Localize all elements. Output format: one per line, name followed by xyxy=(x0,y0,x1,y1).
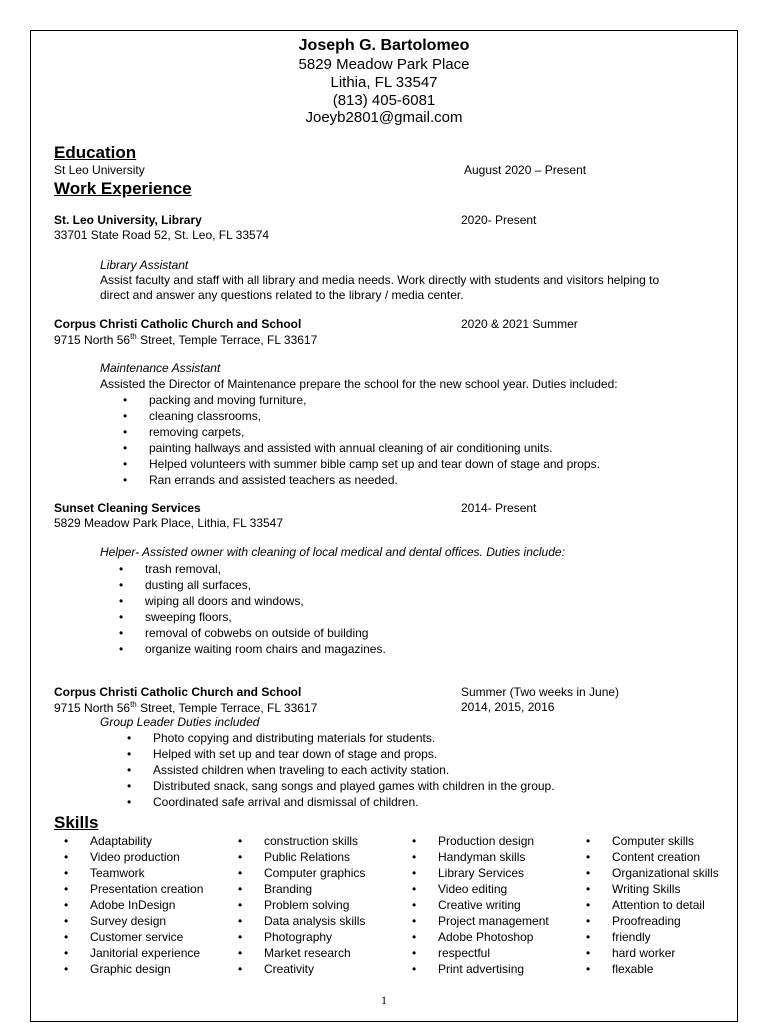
job-employer: St. Leo University, Library xyxy=(54,213,202,227)
job-description: direct and answer any questions related to the library / media center. xyxy=(100,288,464,302)
skill-item: • Project management xyxy=(412,913,549,929)
skill-item: • Handyman skills xyxy=(412,849,549,865)
list-item: • Assisted children when traveling to each activity station. xyxy=(127,762,555,778)
job-employer: Corpus Christi Catholic Church and School xyxy=(54,317,302,331)
job-description: Assist faculty and staff with all library and media needs. Work directly with students and visitors helping to xyxy=(100,273,660,287)
job-title: Library Assistant xyxy=(100,258,189,272)
list-item: • removing carpets, xyxy=(123,424,600,440)
skill-item: • Presentation creation xyxy=(64,881,203,897)
skill-item: • Creativity xyxy=(238,961,365,977)
skills-heading: Skills xyxy=(54,813,99,832)
job-address: 9715 North 56th Street, Temple Terrace, FL 33617 xyxy=(54,332,318,347)
candidate-name: Joseph G. Bartolomeo xyxy=(298,37,470,54)
job-dates: 2020- Present xyxy=(461,213,537,227)
job-address: 9715 North 56th Street, Temple Terrace, FL 33617 xyxy=(54,700,318,715)
skill-item: • Customer service xyxy=(64,929,203,945)
list-item: • painting hallways and assisted with annual cleaning of air conditioning units. xyxy=(123,440,600,456)
job-title: Helper- Assisted owner with cleaning of local medical and dental offices. Duties include: xyxy=(100,545,565,559)
phone-number: (813) 405-6081 xyxy=(332,92,436,109)
skill-item: • Print advertising xyxy=(412,961,549,977)
list-item: • organize waiting room chairs and magazines. xyxy=(119,641,386,657)
list-item: • Ran errands and assisted teachers as needed. xyxy=(123,472,600,488)
skill-item: • Writing Skills xyxy=(586,881,719,897)
job-address: 5829 Meadow Park Place, Lithia, FL 33547 xyxy=(54,516,284,530)
duties-list xyxy=(123,392,600,488)
skill-item: • Proofreading xyxy=(586,913,719,929)
list-item: • wiping all doors and windows, xyxy=(119,593,386,609)
job-title: Group Leader Duties included xyxy=(100,715,260,729)
skill-item: • Adobe InDesign xyxy=(64,897,203,913)
list-item: • Helped volunteers with summer bible camp set up and tear down of stage and props. xyxy=(123,456,600,472)
job-description: Assisted the Director of Maintenance prepare the school for the new school year. Duties included: xyxy=(100,377,618,391)
skill-item: • Market research xyxy=(238,945,365,961)
skill-item: • Video production xyxy=(64,849,203,865)
skill-item: • Adaptability xyxy=(64,833,203,849)
skill-item: • Graphic design xyxy=(64,961,203,977)
skill-item: • Content creation xyxy=(586,849,719,865)
skills-column xyxy=(412,833,549,977)
list-item: • Distributed snack, sang songs and played games with children in the group. xyxy=(127,778,555,794)
job-dates: 2020 & 2021 Summer xyxy=(461,317,578,331)
job-employer: Corpus Christi Catholic Church and School xyxy=(54,685,302,699)
email-address: Joeyb2801@gmail.com xyxy=(305,109,463,126)
skill-item: • Data analysis skills xyxy=(238,913,365,929)
skill-item: • Production design xyxy=(412,833,549,849)
page-number: 1 xyxy=(381,993,387,1007)
job-dates: Summer (Two weeks in June) xyxy=(461,685,620,699)
list-item: • Coordinated safe arrival and dismissal of children. xyxy=(127,794,555,810)
skill-item: • Janitorial experience xyxy=(64,945,203,961)
list-item: • trash removal, xyxy=(119,561,386,577)
skill-item: • construction skills xyxy=(238,833,365,849)
list-item: • Photo copying and distributing materials for students. xyxy=(127,730,555,746)
skill-item: • Problem solving xyxy=(238,897,365,913)
list-item: • dusting all surfaces, xyxy=(119,577,386,593)
skill-item: • hard worker xyxy=(586,945,719,961)
skills-column xyxy=(586,833,719,977)
skill-item: • Photography xyxy=(238,929,365,945)
job-title: Maintenance Assistant xyxy=(100,361,221,375)
address-line-2: Lithia, FL 33547 xyxy=(330,74,438,91)
skill-item: • Computer skills xyxy=(586,833,719,849)
skill-item: • Computer graphics xyxy=(238,865,365,881)
skill-item: • respectful xyxy=(412,945,549,961)
job-address: 33701 State Road 52, St. Leo, FL 33574 xyxy=(54,228,270,242)
skills-column xyxy=(238,833,365,977)
skill-item: • Video editing xyxy=(412,881,549,897)
skill-item: • Branding xyxy=(238,881,365,897)
duties-list xyxy=(119,561,386,657)
education-heading: Education xyxy=(54,143,137,162)
list-item: • cleaning classrooms, xyxy=(123,408,600,424)
job-employer: Sunset Cleaning Services xyxy=(54,501,201,515)
skills-column xyxy=(64,833,203,977)
skill-item: • Survey design xyxy=(64,913,203,929)
duties-list xyxy=(127,730,555,810)
education-school: St Leo University xyxy=(54,163,145,177)
education-dates: August 2020 – Present xyxy=(464,163,587,177)
address-line-1: 5829 Meadow Park Place xyxy=(298,56,470,73)
list-item: • sweeping floors, xyxy=(119,609,386,625)
skill-item: • Public Relations xyxy=(238,849,365,865)
job-years: 2014, 2015, 2016 xyxy=(461,700,555,714)
skill-item: • flexable xyxy=(586,961,719,977)
skill-item: • Adobe Photoshop xyxy=(412,929,549,945)
skill-item: • Attention to detail xyxy=(586,897,719,913)
list-item: • removal of cobwebs on outside of building xyxy=(119,625,386,641)
list-item: • Helped with set up and tear down of stage and props. xyxy=(127,746,555,762)
skill-item: • Organizational skills xyxy=(586,865,719,881)
skill-item: • Teamwork xyxy=(64,865,203,881)
job-dates: 2014- Present xyxy=(461,501,537,515)
skill-item: • Creative writing xyxy=(412,897,549,913)
work-experience-heading: Work Experience xyxy=(54,179,192,198)
skill-item: • friendly xyxy=(586,929,719,945)
skill-item: • Library Services xyxy=(412,865,549,881)
list-item: • packing and moving furniture, xyxy=(123,392,600,408)
